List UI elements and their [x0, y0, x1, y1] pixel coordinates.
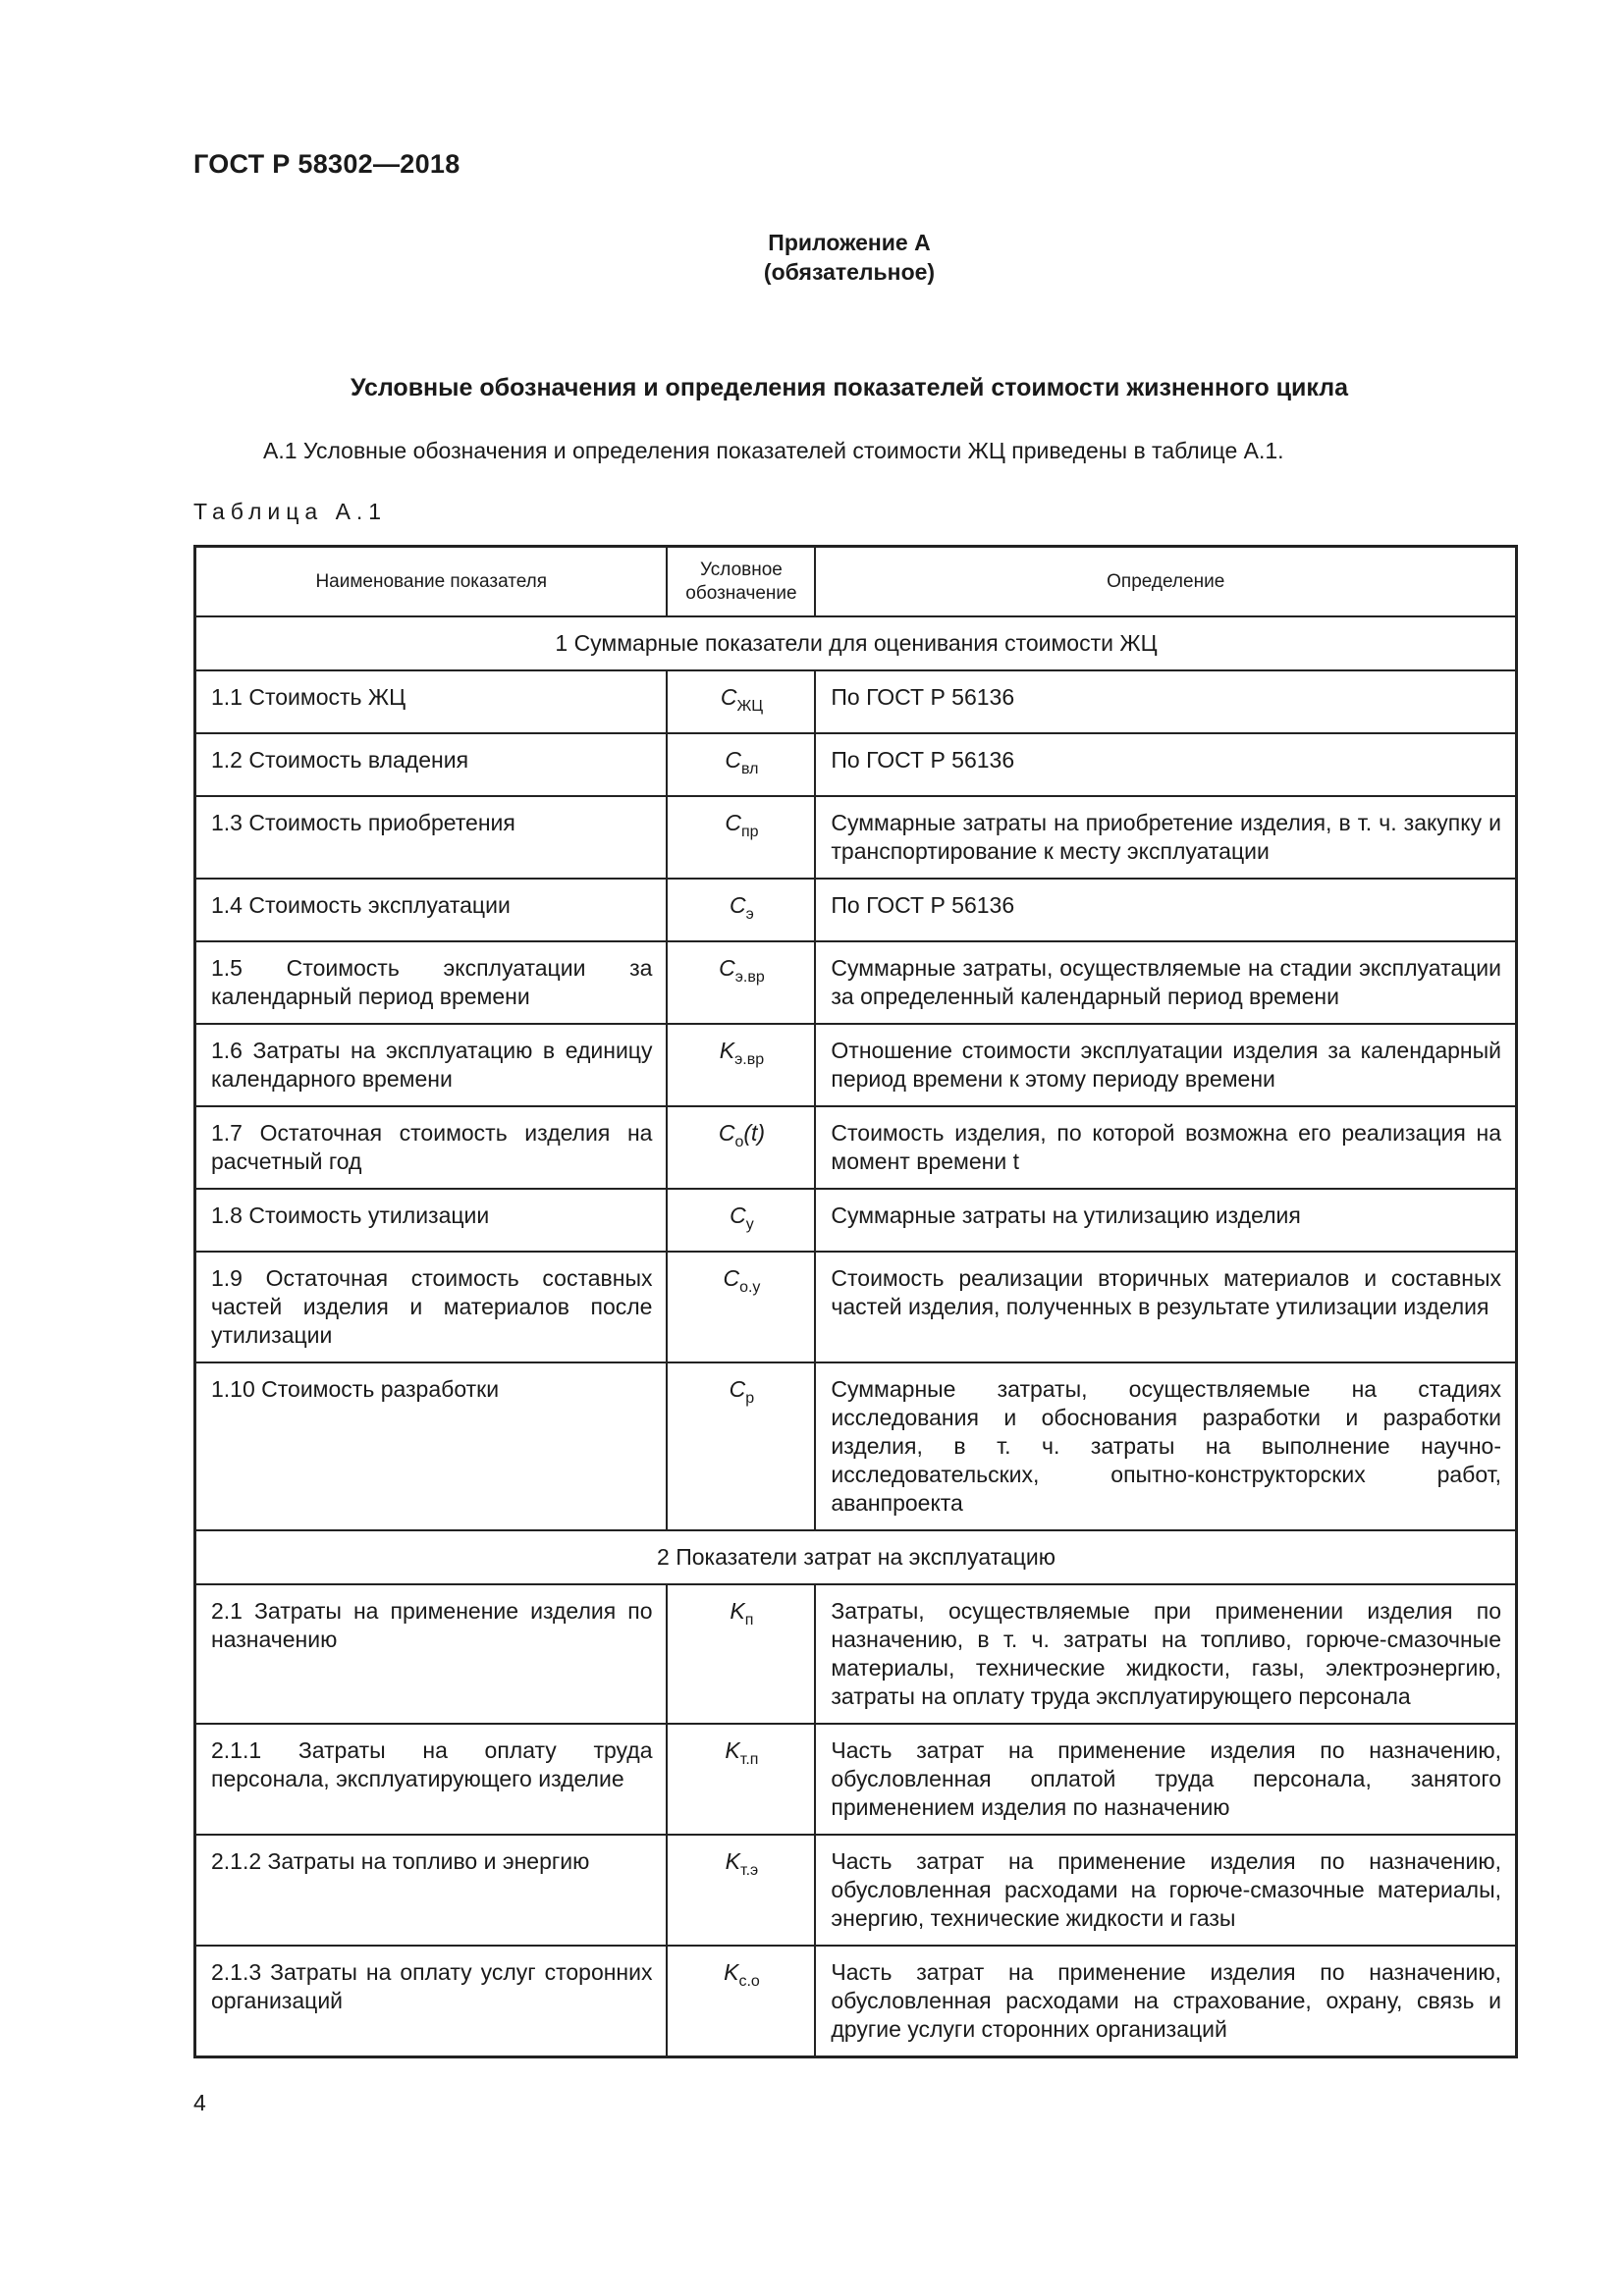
symbol-letter: C [730, 1202, 746, 1228]
intro-paragraph: А.1 Условные обозначения и определения показателей стоимости ЖЦ приведены в таблице А.1. [263, 438, 1284, 463]
section-2-heading: 2 Показатели затрат на эксплуатацию [195, 1530, 1517, 1584]
section-title: Условные обозначения и определения показателей стоимости жизненного цикла [350, 374, 1348, 401]
symbol-argument: (t) [743, 1120, 766, 1146]
document-code: ГОСТ Р 58302—2018 [193, 149, 460, 179]
indicator-symbol [667, 879, 815, 941]
indicator-name: 2.1.2 Затраты на топливо и энергию [195, 1835, 668, 1946]
indicator-definition: По ГОСТ Р 56136 [815, 879, 1516, 941]
indicator-definition: Затраты, осуществляемые при применении изделия по назначению, в т. ч. затраты на топливо, горюче-смазочные материалы, технические жидкости, газы, электроэнергию, затраты на оплату труда эксплуатирующего персонала [815, 1584, 1516, 1724]
table-row [195, 941, 1517, 1024]
indicator-symbol [667, 670, 815, 733]
indicator-definition: Стоимость изделия, по которой возможна его реализация на момент времени t [815, 1106, 1516, 1189]
table-row [195, 670, 1517, 733]
indicator-name: 2.1.3 Затраты на оплату услуг сторонних организаций [195, 1946, 668, 2057]
table-row [195, 1946, 1517, 2057]
appendix-heading [0, 228, 1624, 287]
indicator-symbol [667, 1835, 815, 1946]
indicator-symbol [667, 733, 815, 796]
symbol-letter: K [724, 1959, 739, 1985]
indicator-name: 1.2 Стоимость владения [195, 733, 668, 796]
symbol-letter: C [723, 1265, 740, 1291]
symbol-letter: C [725, 810, 741, 835]
symbol-letter: C [729, 1376, 746, 1402]
section-1-heading: 1 Суммарные показатели для оценивания стоимости ЖЦ [195, 616, 1517, 670]
indicator-definition: Часть затрат на применение изделия по назначению, обусловленная оплатой труда персонала, занятого применением изделия по назначению [815, 1724, 1516, 1835]
symbol-subscript: т.п [739, 1751, 759, 1768]
indicator-definition: Отношение стоимости эксплуатации изделия за календарный период времени к этому периоду времени [815, 1024, 1516, 1106]
indicator-name: 1.9 Остаточная стоимость составных частей изделия и материалов после утилизации [195, 1252, 668, 1362]
table-row [195, 1189, 1517, 1252]
indicator-definition: Суммарные затраты на приобретение изделия, в т. ч. закупку и транспортирование к месту эксплуатации [815, 796, 1516, 879]
table-body [195, 616, 1517, 2057]
table-row [195, 733, 1517, 796]
indicator-name: 2.1 Затраты на применение изделия по назначению [195, 1584, 668, 1724]
indicator-definition: По ГОСТ Р 56136 [815, 733, 1516, 796]
symbol-letter: K [730, 1598, 745, 1624]
page-number: 4 [193, 2090, 206, 2115]
indicator-symbol [667, 1362, 815, 1530]
header-definition: Определение [815, 547, 1516, 617]
table-header-row [195, 547, 1517, 617]
table-row [195, 1584, 1517, 1724]
table-row [195, 879, 1517, 941]
indicator-name: 1.4 Стоимость эксплуатации [195, 879, 668, 941]
indicator-definition: Суммарные затраты, осуществляемые на стадиях исследования и обоснования разработки и разработки изделия, в т. ч. затраты на выполнение научно-исследовательских, опытно-конструкторских работ, аванпроекта [815, 1362, 1516, 1530]
symbol-subscript: э [745, 906, 754, 923]
symbol-letter: C [718, 1120, 735, 1146]
indicator-symbol [667, 1584, 815, 1724]
symbol-letter: C [725, 747, 742, 773]
symbol-subscript: вл [741, 761, 759, 777]
symbol-letter: C [720, 684, 737, 710]
header-symbol [667, 547, 815, 617]
symbol-subscript: ЖЦ [736, 698, 764, 715]
symbol-subscript: у [745, 1216, 754, 1233]
table-row [195, 1252, 1517, 1362]
table-row [195, 1835, 1517, 1946]
indicator-name: 2.1.1 Затраты на оплату труда персонала, эксплуатирующего изделие [195, 1724, 668, 1835]
indicator-symbol [667, 1189, 815, 1252]
symbol-subscript: о.у [739, 1279, 761, 1296]
table-row [195, 1724, 1517, 1835]
table-caption: Таблица А.1 [193, 499, 388, 524]
symbol-letter: C [719, 955, 735, 981]
symbol-subscript: с.о [738, 1973, 760, 1990]
indicator-name: 1.10 Стоимость разработки [195, 1362, 668, 1530]
indicator-symbol [667, 941, 815, 1024]
indicator-name: 1.1 Стоимость ЖЦ [195, 670, 668, 733]
symbol-subscript: э.вр [734, 969, 765, 986]
table-row [195, 1106, 1517, 1189]
section-row [195, 616, 1517, 670]
indicator-definition: Часть затрат на применение изделия по назначению, обусловленная расходами на горюче-смазочные материалы, энергию, технические жидкости и газы [815, 1835, 1516, 1946]
symbol-subscript: р [745, 1390, 755, 1407]
indicator-name: 1.7 Остаточная стоимость изделия на расчетный год [195, 1106, 668, 1189]
indicator-symbol [667, 1946, 815, 2057]
indicator-name: 1.8 Стоимость утилизации [195, 1189, 668, 1252]
indicator-symbol [667, 1106, 815, 1189]
indicator-definition: По ГОСТ Р 56136 [815, 670, 1516, 733]
indicator-name: 1.5 Стоимость эксплуатации за календарный период времени [195, 941, 668, 1024]
indicator-symbol [667, 1024, 815, 1106]
indicator-name: 1.3 Стоимость приобретения [195, 796, 668, 879]
indicators-table [193, 545, 1518, 2058]
symbol-letter: C [730, 892, 746, 918]
indicator-definition: Часть затрат на применение изделия по назначению, обусловленная расходами на страхование, охрану, связь и другие услуги сторонних организаций [815, 1946, 1516, 2057]
indicator-definition: Суммарные затраты, осуществляемые на стадии эксплуатации за определенный календарный период времени [815, 941, 1516, 1024]
header-symbol-line2: обозначение [685, 582, 797, 604]
indicator-definition: Стоимость реализации вторичных материалов и составных частей изделия, полученных в результате утилизации изделия [815, 1252, 1516, 1362]
symbol-subscript: т.э [740, 1862, 759, 1879]
table-row [195, 796, 1517, 879]
symbol-subscript: п [744, 1612, 754, 1629]
table-row [195, 1024, 1517, 1106]
symbol-subscript: э.вр [734, 1051, 765, 1068]
indicator-definition: Суммарные затраты на утилизацию изделия [815, 1189, 1516, 1252]
appendix-status: (обязательное) [763, 259, 936, 285]
appendix-title: Приложение А [768, 230, 931, 255]
symbol-letter: K [725, 1737, 740, 1763]
indicator-symbol [667, 1252, 815, 1362]
header-name: Наименование показателя [195, 547, 668, 617]
symbol-letter: K [719, 1038, 735, 1063]
section-row [195, 1530, 1517, 1584]
indicator-symbol [667, 796, 815, 879]
indicator-name: 1.6 Затраты на эксплуатацию в единицу календарного времени [195, 1024, 668, 1106]
symbol-letter: K [725, 1848, 741, 1874]
header-symbol-line1: Условное [699, 559, 783, 580]
symbol-subscript: о [734, 1134, 744, 1150]
table-row [195, 1362, 1517, 1530]
indicator-symbol [667, 1724, 815, 1835]
symbol-subscript: пр [740, 824, 759, 840]
